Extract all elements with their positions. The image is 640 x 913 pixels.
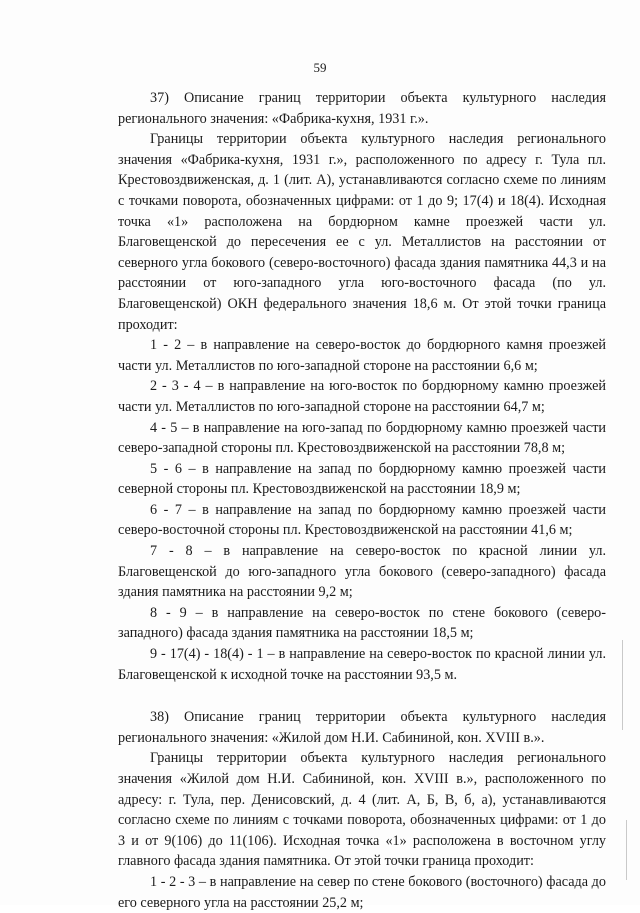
section-heading: 38) Описание границ территории объекта культурного наследия регионального значения: «Жилой дом Н.И. Сабининой, кон. XVIII в.». xyxy=(118,709,606,746)
boundary-step: 7 - 8 – в направление на северо-восток по красной линии ул. Благовещенской до юго-западного угла бокового (северо-западного) фасада здания памятника на расстоянии 9,2 м; xyxy=(118,543,606,601)
document-body xyxy=(118,88,606,913)
boundary-step: 6 - 7 – в направление на запад по бордюрному камню проезжей части северо-восточной стороны пл. Крестовоздвиженской на расстоянии 41,6 м; xyxy=(118,501,606,539)
boundary-step: 1 - 2 – в направление на северо-восток до бордюрного камня проезжей части ул. Металлистов по юго-западной стороне на расстоянии 6,6 м; xyxy=(118,337,606,374)
section-heading: 37) Описание границ территории объекта культурного наследия регионального значения: «Фабрика-кухня, 1931 г.». xyxy=(118,90,606,127)
boundary-step: 8 - 9 – в направление на северо-восток по стене бокового (северо-западного) фасада здания памятника на расстоянии 18,5 м; xyxy=(118,604,606,642)
section-37 xyxy=(118,88,606,685)
boundary-step: 5 - 6 – в направление на запад по бордюрному камню проезжей части северной стороны пл. Крестовоздвиженской на расстоянии 18,9 м; xyxy=(118,460,606,498)
boundary-step: 2 - 3 - 4 – в направление на юго-восток по бордюрному камню проезжей части ул. Металлистов по юго-западной стороне на расстоянии 64,7 м; xyxy=(118,378,606,415)
boundary-step: 4 - 5 – в направление на юго-запад по бордюрному камню проезжей части северо-западной стороны пл. Крестовоздвиженской на расстоянии 78,8 м; xyxy=(118,419,606,457)
boundary-step: 1 - 2 - 3 – в направление на север по стене бокового (восточного) фасада до его северного угла на расстоянии 25,2 м; xyxy=(118,873,606,911)
boundary-step: 9 - 17(4) - 18(4) - 1 – в направление на северо-восток по красной линии ул. Благовещенской к исходной точке на расстоянии 93,5 м. xyxy=(118,646,606,683)
scan-artifact-line xyxy=(626,820,627,880)
section-38 xyxy=(118,707,606,913)
page-number: 59 xyxy=(313,60,327,75)
scan-artifact-line xyxy=(622,640,623,730)
section-intro: Границы территории объекта культурного наследия регионального значения «Фабрика-кухня, 1931 г.», расположенного по адресу г. Тула пл. Крестовоздвиженская, д. 1 (лит. А), устанавливаются согласно схеме по линиям с точками поворота, обозначенных цифрами: от 1 до 9; 17(4) и 18(4). Исходная точка «1» расположена на бордюрном камне проезжей части ул. Благовещенской до пересечения ее с ул. Металлистов на расстоянии от северного угла бокового (северо-восточного) фасада здания памятника 44,3 и на расстоянии от юго-западного угла юго-восточного фасада (по ул. Благовещенской) ОКН федерального значения 18,6 м. От этой точки граница проходит: xyxy=(118,131,606,333)
section-intro: Границы территории объекта культурного наследия регионального значения «Жилой дом Н.И. Сабининой, кон. XVIII в.», расположенного по адресу: г. Тула, пер. Денисовский, д. 4 (лит. А, Б, В, б, а), устанавливаются согласно схеме по линиям с точками поворота, обозначенных цифрами: от 1 до 3 и от 9(106) до 11(106). Исходная точка «1» расположена в восточном углу главного фасада здания памятника. От этой точки граница проходит: xyxy=(118,750,606,870)
